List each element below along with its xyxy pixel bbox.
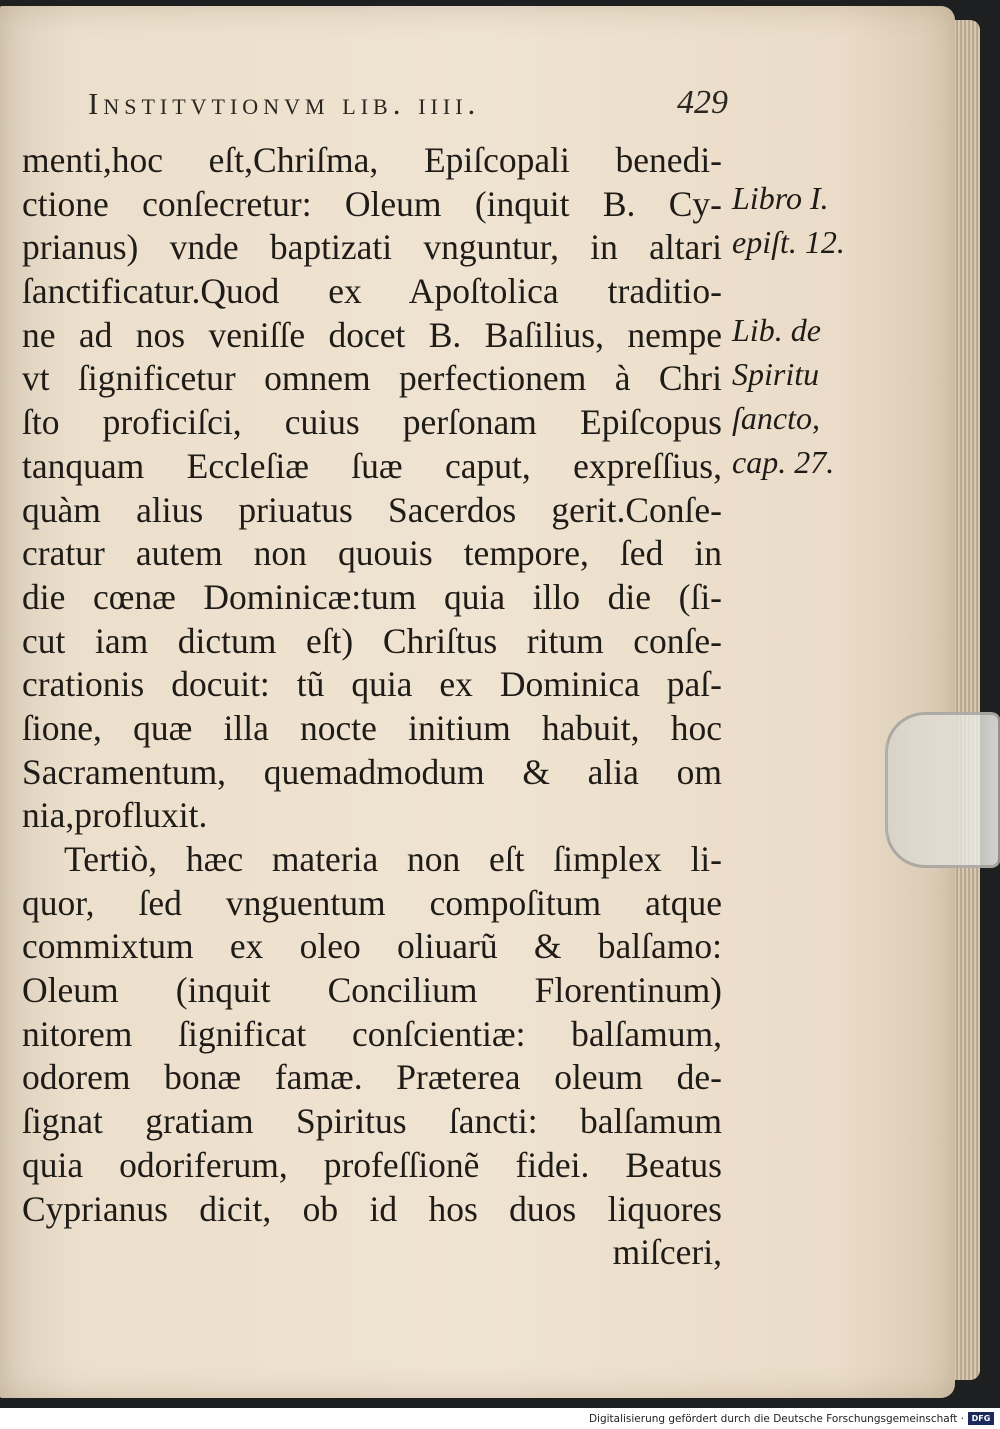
text-line: commixtum ex oleo oliuarũ & balſamo: [22, 926, 722, 967]
catchword: miſceri, [612, 1232, 722, 1273]
margin-note: Libro I. [732, 180, 829, 216]
text-line: menti,hoc eſt,Chriſma, Epiſcopali benedi- [22, 140, 722, 180]
text-line: quor, ſed vnguentum compoſitum atque [22, 882, 722, 923]
text-line: odorem bonæ famæ. Præterea oleum de- [22, 1057, 722, 1098]
text-line: tanquam Eccleſiæ ſuæ caput, expreſſius, [22, 445, 722, 486]
text-line: crationis docuit: tũ quia ex Dominica paſ- [22, 664, 722, 705]
text-line: Sacramentum, quemadmodum & alia om [22, 751, 722, 792]
page-number: 429 [677, 84, 728, 121]
running-head-title: Institvtionvm lib. iiii. [88, 86, 481, 121]
margin-notes [732, 176, 862, 484]
text-line: quàm alius priuatus Sacerdos gerit.Conſe- [22, 489, 722, 530]
text-line: cut iam dictum eſt) Chriſtus ritum conſe- [22, 620, 722, 661]
text-line: die cœnæ Dominicæ:tum quia illo die (ſi- [22, 576, 722, 617]
text-line: quia odoriferum, profeſſionẽ fidei. Beatus [22, 1144, 722, 1185]
text-line: ctione conſecretur: Oleum (inquit B. Cy- [22, 183, 722, 224]
text-line: ſignat gratiam Spiritus ſancti: balſamum [22, 1101, 722, 1142]
dfg-logo: DFG [968, 1412, 994, 1425]
text-line: ſto proficiſci, cuius perſonam Epiſcopus [22, 402, 722, 443]
text-line: Oleum (inquit Concilium Florentinum) [22, 970, 722, 1011]
text-line-paragraph-start: Tertiò, hæc materia non eſt ſimplex li- [64, 839, 722, 879]
book-page [0, 6, 955, 1398]
text-line: ſione, quæ illa nocte initium habuit, hoc [22, 707, 722, 748]
text-line: nia,profluxit. [22, 795, 208, 836]
body-text [22, 139, 722, 1275]
margin-note: epiſt. 12. [732, 224, 845, 260]
text-line: cratur autem non quouis tempore, ſed in [22, 533, 722, 574]
margin-note: Spiritu [732, 356, 820, 392]
margin-note: Lib. de [732, 312, 821, 348]
footer-bar [0, 1408, 1000, 1429]
running-head [88, 86, 728, 126]
funding-credit: Digitalisierung gefördert durch die Deutsche Forschungsgemeinschaft · [588, 1413, 964, 1425]
margin-note [732, 264, 862, 308]
text-line: vt ſignificetur omnem perfectionem à Chri [22, 358, 722, 399]
text-line: Cyprianus dicit, ob id hos duos liquores [22, 1188, 722, 1229]
text-line: prianus) vnde baptizati vnguntur, in altari [22, 227, 722, 268]
text-line: nitorem ſignificat conſcientiæ: balſamum, [22, 1013, 722, 1054]
text-line: ſanctificatur.Quod ex Apoſtolica traditio- [22, 271, 722, 312]
margin-note: ſancto, [732, 400, 820, 436]
page-clip [885, 712, 1000, 868]
margin-note: cap. 27. [732, 444, 835, 480]
text-line: ne ad nos veniſſe docet B. Baſilius, nempe [22, 314, 722, 355]
